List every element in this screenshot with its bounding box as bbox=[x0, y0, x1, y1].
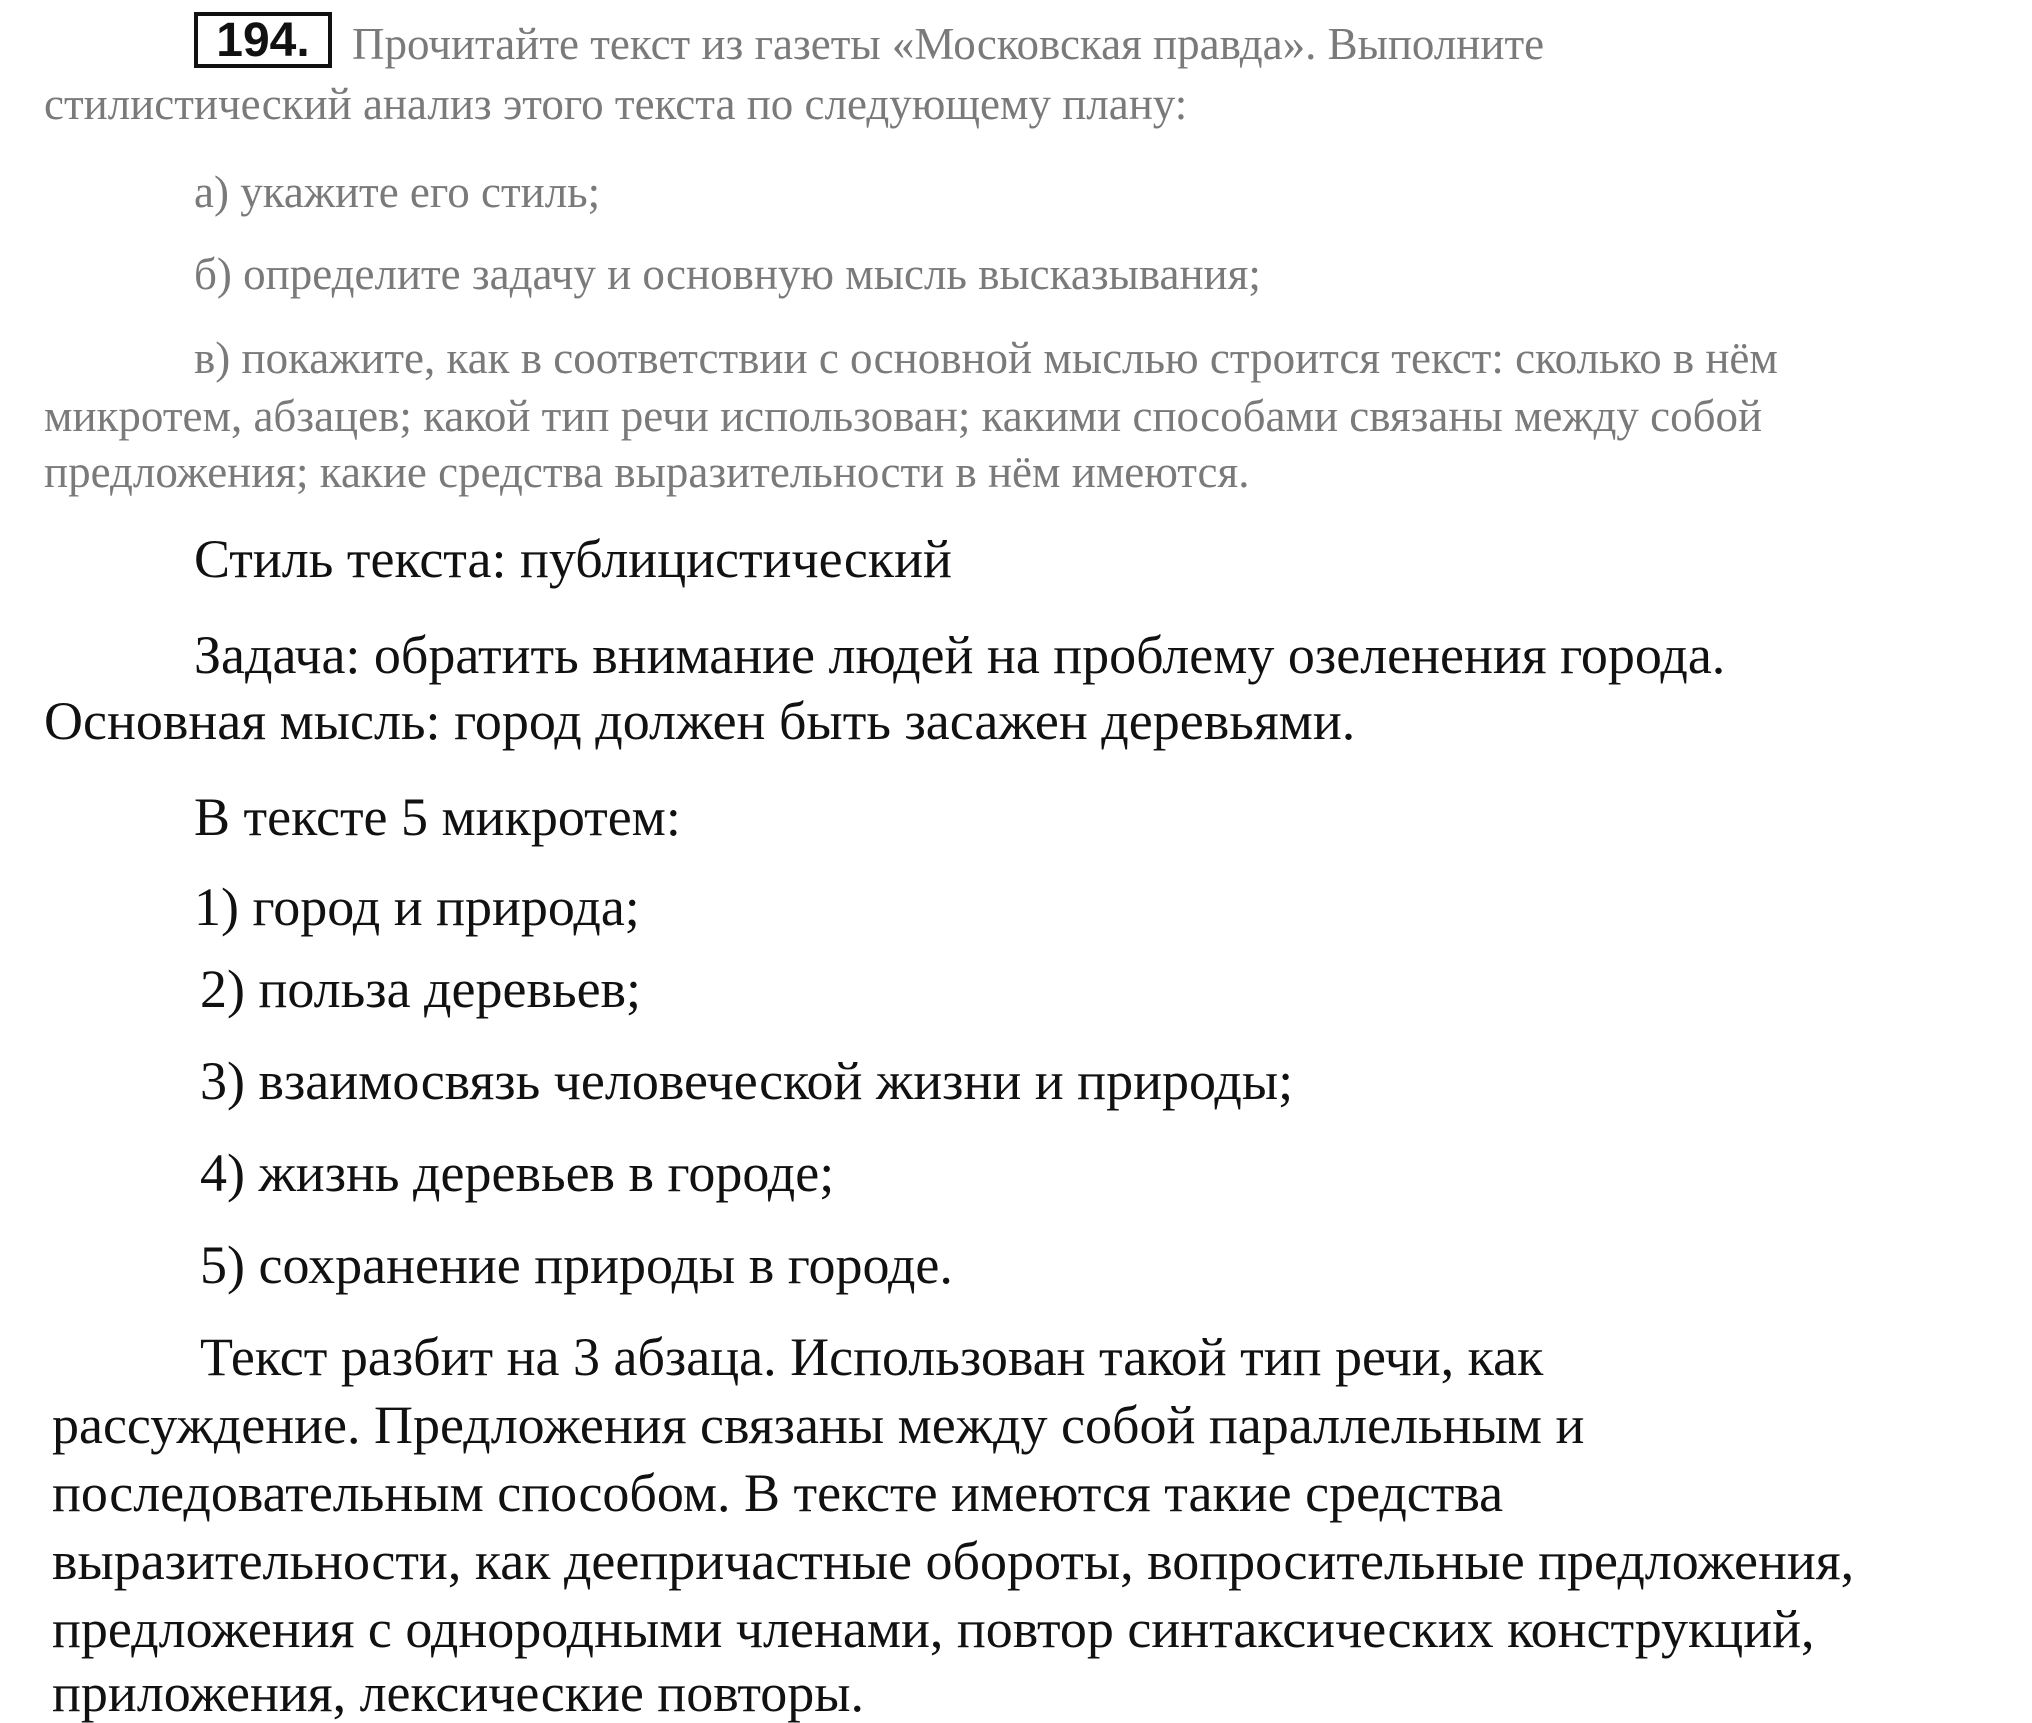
answer-style: Стиль текста: публицистический bbox=[194, 529, 952, 589]
summary-line-3: последовательным способом. В тексте имеются такие средства bbox=[52, 1463, 1504, 1523]
task-item-b: б) определите задачу и основную мысль высказывания; bbox=[194, 249, 1261, 299]
task-intro-line-1: Прочитайте текст из газеты «Московская правда». Выполните bbox=[352, 19, 1545, 69]
microtheme-item-4: 4) жизнь деревьев в городе; bbox=[200, 1143, 835, 1203]
summary-line-5: предложения с однородными членами, повтор синтаксических конструкций, bbox=[52, 1599, 1815, 1659]
summary-line-1: Текст разбит на 3 абзаца. Использован такой тип речи, как bbox=[200, 1327, 1544, 1387]
exercise-number: 194. bbox=[194, 12, 332, 68]
answer-goal-line-2: Основная мысль: город должен быть засажен деревьями. bbox=[44, 691, 1356, 751]
microtheme-item-2: 2) польза деревьев; bbox=[200, 959, 642, 1019]
task-intro-line-2: стилистический анализ этого текста по следующему плану: bbox=[44, 79, 1188, 129]
task-item-a: а) укажите его стиль; bbox=[194, 167, 601, 217]
summary-line-6: приложения, лексические повторы. bbox=[52, 1663, 865, 1723]
task-item-v-line-3: предложения; какие средства выразительности в нём имеются. bbox=[44, 447, 1250, 497]
microtheme-item-3: 3) взаимосвязь человеческой жизни и природы; bbox=[200, 1051, 1294, 1111]
summary-line-4: выразительности, как деепричастные обороты, вопросительные предложения, bbox=[52, 1531, 1855, 1591]
task-item-v-line-2: микротем, абзацев; какой тип речи использован; какими способами связаны между собой bbox=[44, 391, 1763, 441]
microtheme-item-1: 1) город и природа; bbox=[194, 877, 640, 937]
summary-line-2: рассуждение. Предложения связаны между собой параллельным и bbox=[52, 1395, 1585, 1455]
microthemes-intro: В тексте 5 микротем: bbox=[194, 787, 681, 847]
microtheme-item-5: 5) сохранение природы в городе. bbox=[200, 1235, 953, 1295]
task-item-v-line-1: в) покажите, как в соответствии с основной мыслью строится текст: сколько в нём bbox=[194, 333, 1778, 383]
answer-goal-line-1: Задача: обратить внимание людей на проблему озеленения города. bbox=[194, 625, 1726, 685]
